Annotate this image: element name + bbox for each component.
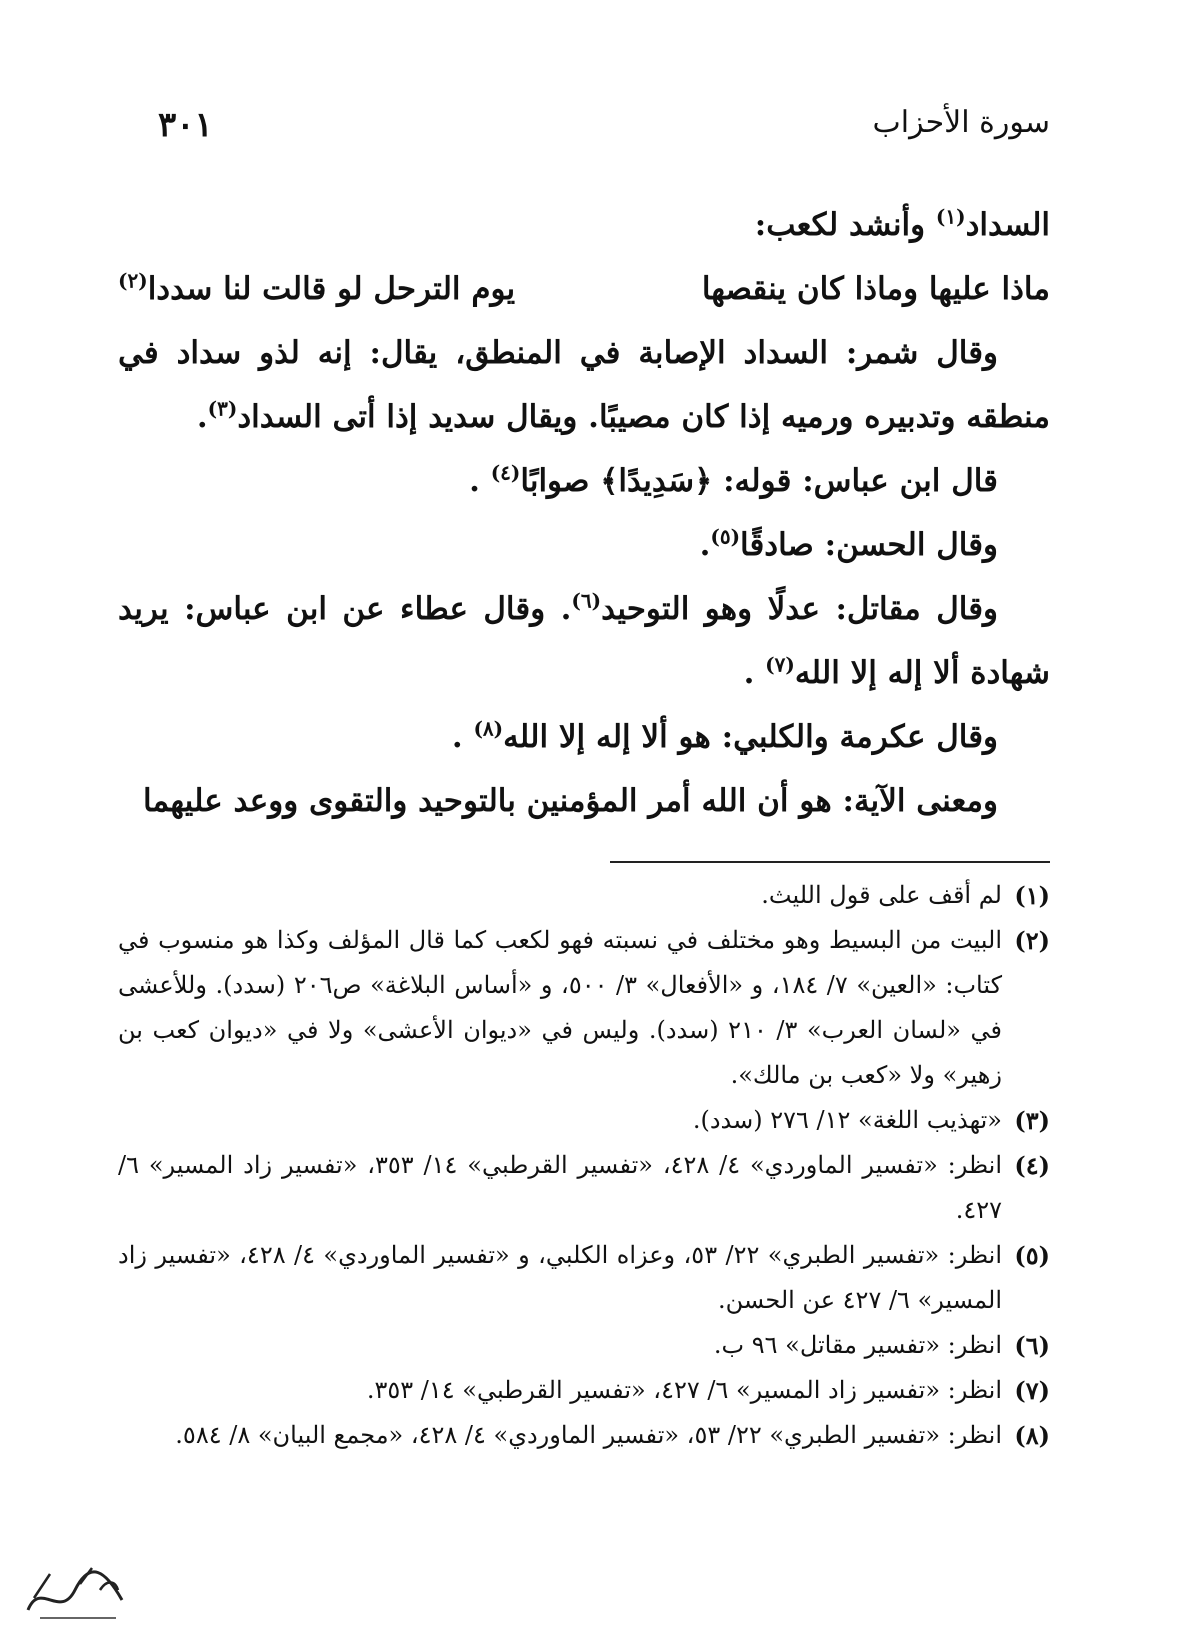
footnote: (٤) انظر: «تفسير الماوردي» ٤/ ٤٢٨، «تفسير القرطبي» ١٤/ ٣٥٣، «تفسير زاد المسير» ٦/ ٤٢٧. [118, 1151, 1050, 1224]
footnote: (٣) «تهذيب اللغة» ١٢/ ٢٧٦ (سدد). [692, 1106, 1050, 1135]
verse-hemistich-right: ماذا عليها وماذا كان ينقصها [701, 271, 1050, 307]
paragraph: وقال عكرمة والكلبي: هو ألا إله إلا الله$^{(٨)}$ . [451, 716, 998, 755]
footnotes [118, 873, 1050, 1458]
footnote-ref: (٣) [207, 396, 238, 421]
paragraph: وقال شمر: السداد الإصابة في المنطق، يقال: إنه لذو سداد في منطقه وتدبيره ورميه إذا كان مصيبًا. ويقال سديد إذا أتى السداد$^{(٣)}$. [118, 335, 1050, 435]
paragraph: قال ابن عباس: قوله: ﴿سَدِيدًا﴾ صوابًا$^{(٤)}$ . [469, 460, 998, 499]
main-text [118, 193, 1050, 833]
footnote-ref: (٢) [118, 268, 148, 293]
footnote: (٢) البيت من البسيط وهو مختلف في نسبته فهو لكعب كما قال المؤلف وكذا هو منسوب في كتاب: «العين» ٧/ ١٨٤، و «الأفعال» ٣/ ٥٠٠، و «أساس البلاغة» ص٢٠٦ (سدد). وللأعشى في «لسان العرب» ٣/ ٢١٠ (سدد). وليس في «ديوان الأعشى» ولا في «ديوان كعب بن زهير» ولا «كعب بن مالك». [118, 926, 1050, 1089]
page-header [118, 95, 1050, 155]
footnote: (١) لم أقف على قول الليث. [761, 881, 1050, 910]
page [118, 95, 1050, 1605]
footnote-ref: (١) [935, 204, 966, 229]
footnote: (٧) انظر: «تفسير زاد المسير» ٦/ ٤٢٧، «تفسير القرطبي» ١٤/ ٣٥٣. [366, 1376, 1050, 1405]
paragraph: وقال مقاتل: عدلًا وهو التوحيد$^{(٦)}$. وقال عطاء عن ابن عباس: يريد شهادة ألا إله إلا الله$^{(٧)}$ . [118, 588, 1050, 691]
footnote-ref: (٧) [765, 652, 795, 677]
verse-hemistich-left: يوم الترحل لو قالت لنا سددا$^{(٢)}$ [118, 268, 516, 307]
surah-title: سورة الأحزاب [872, 105, 1050, 140]
footnote-ref: (٤) [490, 460, 521, 485]
paragraph: ومعنى الآية: هو أن الله أمر المؤمنين بالتوحيد والتقوى ووعد عليهما [142, 783, 998, 819]
footnote-divider [610, 861, 1050, 863]
footnote: (٥) انظر: «تفسير الطبري» ٢٢/ ٥٣، وعزاه الكلبي، و «تفسير الماوردي» ٤/ ٤٢٨، «تفسير زاد المسير» ٦/ ٤٢٧ عن الحسن. [118, 1241, 1050, 1314]
footnote-ref: (٥) [710, 524, 741, 549]
publisher-logo-icon [20, 1560, 130, 1624]
footnote: (٦) انظر: «تفسير مقاتل» ٩٦ ب. [713, 1331, 1050, 1360]
page-number: ٣٠١ [158, 105, 213, 145]
footnote-ref: (٦) [571, 588, 602, 613]
paragraph: السداد$^{(١)}$ وأنشد لكعب: [754, 204, 1050, 243]
paragraph: وقال الحسن: صادقًا$^{(٥)}$. [699, 524, 998, 563]
footnote-ref: (٨) [473, 716, 504, 741]
footnote: (٨) انظر: «تفسير الطبري» ٢٢/ ٥٣، «تفسير الماوردي» ٤/ ٤٢٨، «مجمع البيان» ٨/ ٥٨٤. [175, 1421, 1050, 1450]
poetry-verse [118, 257, 1050, 321]
